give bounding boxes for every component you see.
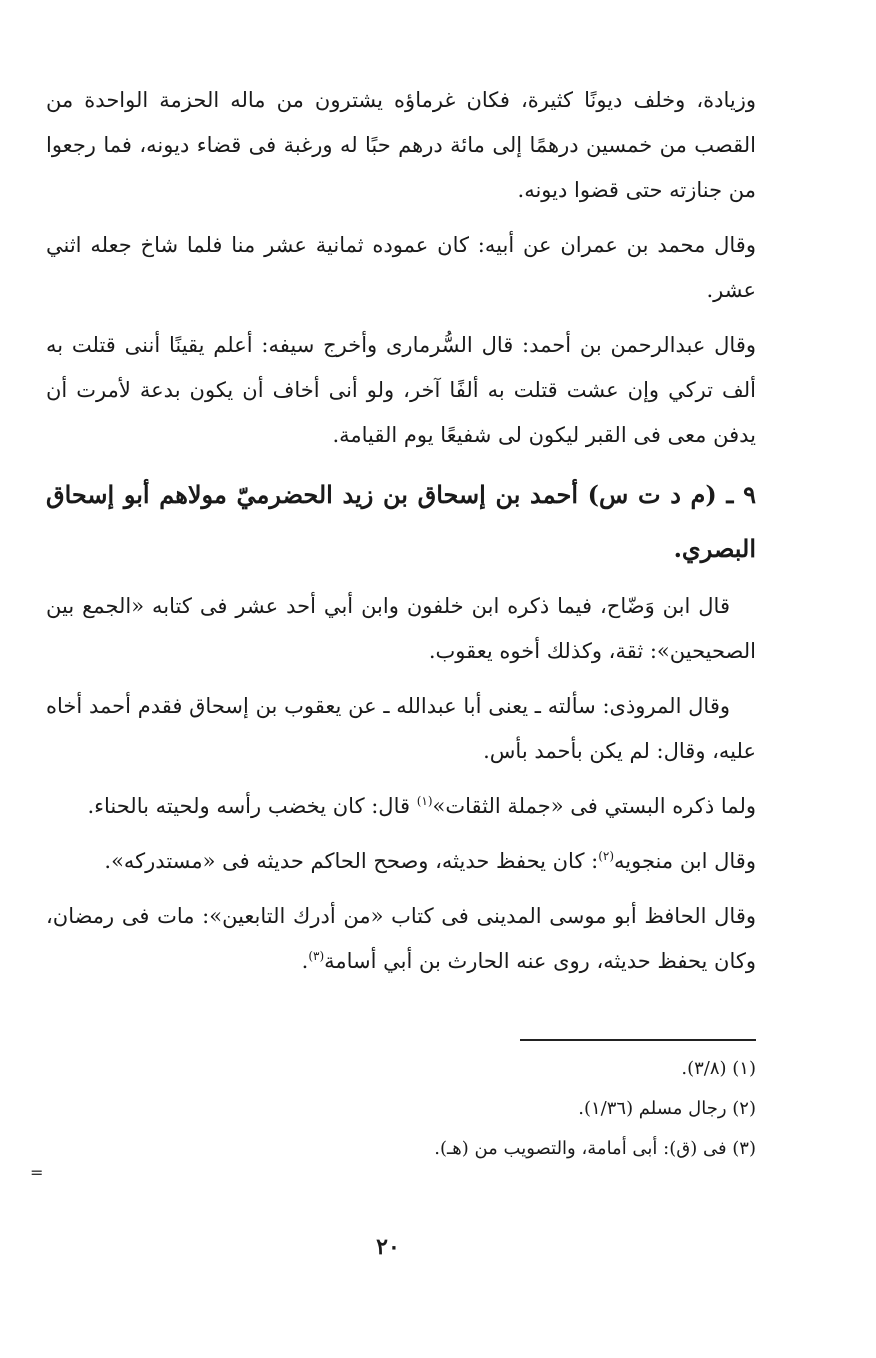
entry-heading: ٩ ـ (م د ت س) أحمد بن إسحاق بن زيد الحضرميّ مولاهم أبو إسحاق البصري. xyxy=(46,480,756,563)
paragraph-abu-musa xyxy=(46,894,756,984)
footnote-ref-1[interactable]: (١) xyxy=(416,794,433,808)
footnote-1: (١) (٣/٨). xyxy=(681,1058,756,1079)
paragraph-text: . xyxy=(301,949,309,973)
main-text xyxy=(46,78,756,994)
footnote-ref-3[interactable]: (٣) xyxy=(308,949,325,963)
paragraph-al-busti xyxy=(46,784,756,829)
margin-mark: = xyxy=(30,1163,44,1182)
footnotes xyxy=(46,1049,756,1169)
paragraph-inheritance: وزيادة، وخلف ديونًا كثيرة، فكان غرماؤه يشترون من ماله الحزمة الواحدة من القصب من خمسين درهمًا إلى مائة درهم حبًا له ورغبة فى قضاء ديونه، فما رجعوا من جنازته حتى قضوا ديونه. xyxy=(46,88,756,202)
paragraph-al-marrudhi: وقال المروذى: سألته ـ يعنى أبا عبدالله ـ عن يعقوب بن إسحاق فقدم أحمد أخاه عليه، وقال: لم يكن بأحمد بأس. xyxy=(46,694,756,763)
footnote-separator xyxy=(520,1039,756,1041)
paragraph-ibn-manjawayh xyxy=(46,839,756,884)
footnote-2: (٢) رجال مسلم (١/٣٦). xyxy=(578,1098,756,1119)
paragraph-abdulrahman-ibn-ahmad: وقال عبدالرحمن بن أحمد: قال السُّرمارى وأخرج سيفه: أعلم يقينًا أننى قتلت به ألف تركي وإن عشت قتلت به ألفًا آخر، ولو أنى أخاف أن يكون بدعة لأمرت أن يدفن معى فى القبر ليكون لى شفيعًا يوم القيامة. xyxy=(46,333,756,447)
paragraph-text: وقال ابن منجويه xyxy=(614,849,756,873)
paragraph-text: : كان يحفظ حديثه، وصحح الحاكم حديثه فى «مستدركه». xyxy=(104,849,599,873)
paragraph-text: قال: كان يخضب رأسه ولحيته بالحناء. xyxy=(87,794,417,818)
page-number: ٢٠ xyxy=(376,1234,400,1260)
paragraph-muhammad-ibn-imran: وقال محمد بن عمران عن أبيه: كان عموده ثمانية عشر منا فلما شاخ جعله اثني عشر. xyxy=(46,233,756,302)
paragraph-ibn-waddah: قال ابن وَضّاح، فيما ذكره ابن خلفون وابن أبي أحد عشر فى كتابه «الجمع بين الصحيحين»: ثقة، وكذلك أخوه يعقوب. xyxy=(46,594,756,663)
footnote-3: (٣) فى (ق): أبى أمامة، والتصويب من (هـ). xyxy=(434,1138,756,1159)
footnote-ref-2[interactable]: (٢) xyxy=(598,849,615,863)
paragraph-text: وقال الحافظ أبو موسى المدينى فى كتاب «من أدرك التابعين»: مات فى رمضان، وكان يحفظ حديثه، روى عنه الحارث بن أبي أسامة xyxy=(46,904,756,973)
paragraph-text: ولما ذكره البستي فى «جملة الثقات» xyxy=(432,794,756,818)
